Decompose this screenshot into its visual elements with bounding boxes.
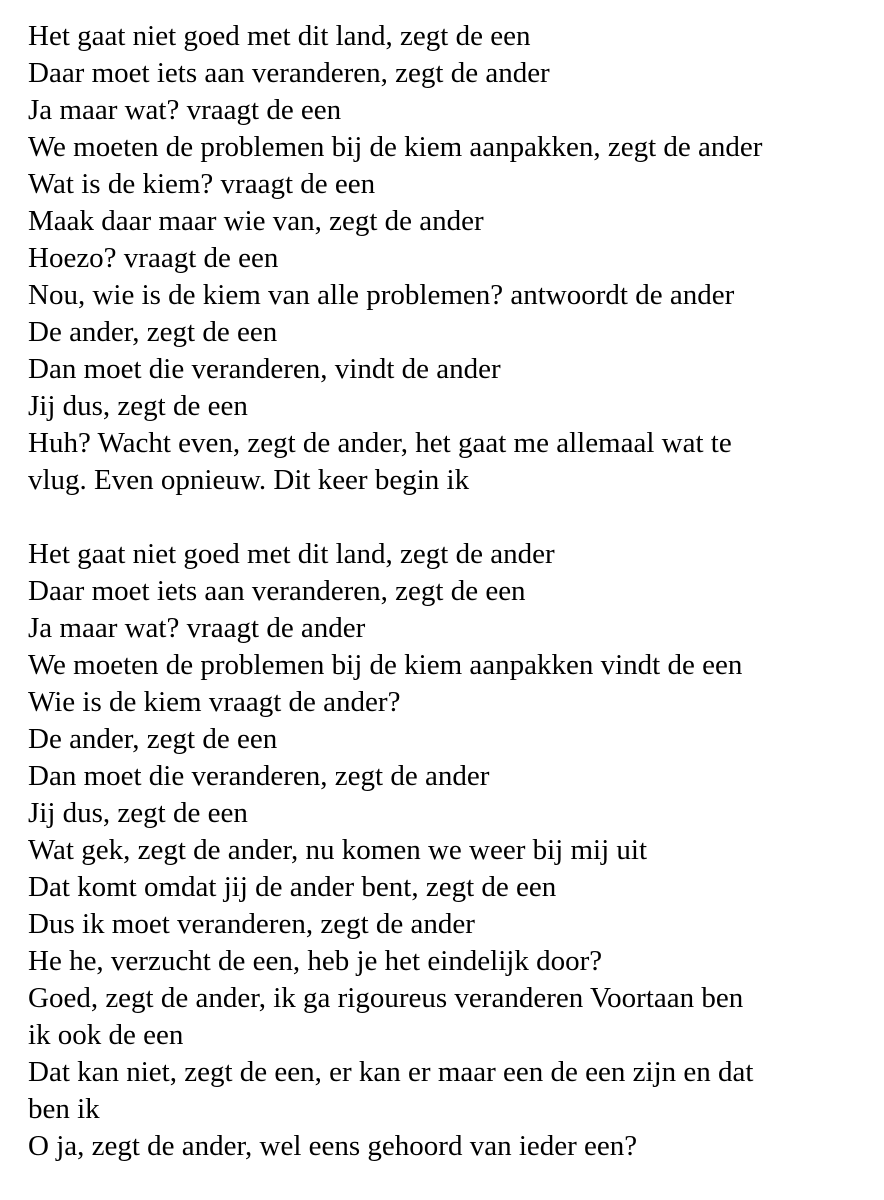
text-line: Nou, wie is de kiem van alle problemen? antwoordt de ander <box>28 279 735 311</box>
text-line: ik ook de een <box>28 1019 184 1051</box>
text-line: Ja maar wat? vraagt de een <box>28 94 342 126</box>
text-line: Dan moet die veranderen, vindt de ander <box>28 353 501 385</box>
text-line: Wie is de kiem vraagt de ander? <box>28 686 401 718</box>
text-line: Jij dus, zegt de een <box>28 390 248 422</box>
text-line: O ja, zegt de ander, wel eens gehoord van ieder een? <box>28 1130 638 1162</box>
text-line: vlug. Even opnieuw. Dit keer begin ik <box>28 464 470 496</box>
text-line: Daar moet iets aan veranderen, zegt de ander <box>28 57 550 89</box>
text-line: Jij dus, zegt de een <box>28 797 248 829</box>
text-line: Wat gek, zegt de ander, nu komen we weer bij mij uit <box>28 834 647 866</box>
text-line: Dan moet die veranderen, zegt de ander <box>28 760 490 792</box>
stanza-1 <box>28 18 884 499</box>
text-line: Het gaat niet goed met dit land, zegt de ander <box>28 538 555 570</box>
text-line: De ander, zegt de een <box>28 316 278 348</box>
text-line: Wat is de kiem? vraagt de een <box>28 168 376 200</box>
text-line: De ander, zegt de een <box>28 723 278 755</box>
text-line: Huh? Wacht even, zegt de ander, het gaat me allemaal wat te <box>28 427 732 459</box>
text-line: He he, verzucht de een, heb je het eindelijk door? <box>28 945 603 977</box>
stanza-2 <box>28 536 884 1165</box>
text-line: Maak daar maar wie van, zegt de ander <box>28 205 484 237</box>
text-line: ben ik <box>28 1093 100 1125</box>
text-line: Goed, zegt de ander, ik ga rigoureus veranderen Voortaan ben <box>28 982 744 1014</box>
text-line: Dat kan niet, zegt de een, er kan er maar een de een zijn en dat <box>28 1056 754 1088</box>
text-line: Hoezo? vraagt de een <box>28 242 279 274</box>
text-line: Dat komt omdat jij de ander bent, zegt de een <box>28 871 557 903</box>
text-line: We moeten de problemen bij de kiem aanpakken vindt de een <box>28 649 743 681</box>
text-line: We moeten de problemen bij de kiem aanpakken, zegt de ander <box>28 131 763 163</box>
text-line: Dus ik moet veranderen, zegt de ander <box>28 908 475 940</box>
text-line: Het gaat niet goed met dit land, zegt de een <box>28 20 531 52</box>
text-line: Daar moet iets aan veranderen, zegt de een <box>28 575 526 607</box>
text-line: Ja maar wat? vraagt de ander <box>28 612 366 644</box>
